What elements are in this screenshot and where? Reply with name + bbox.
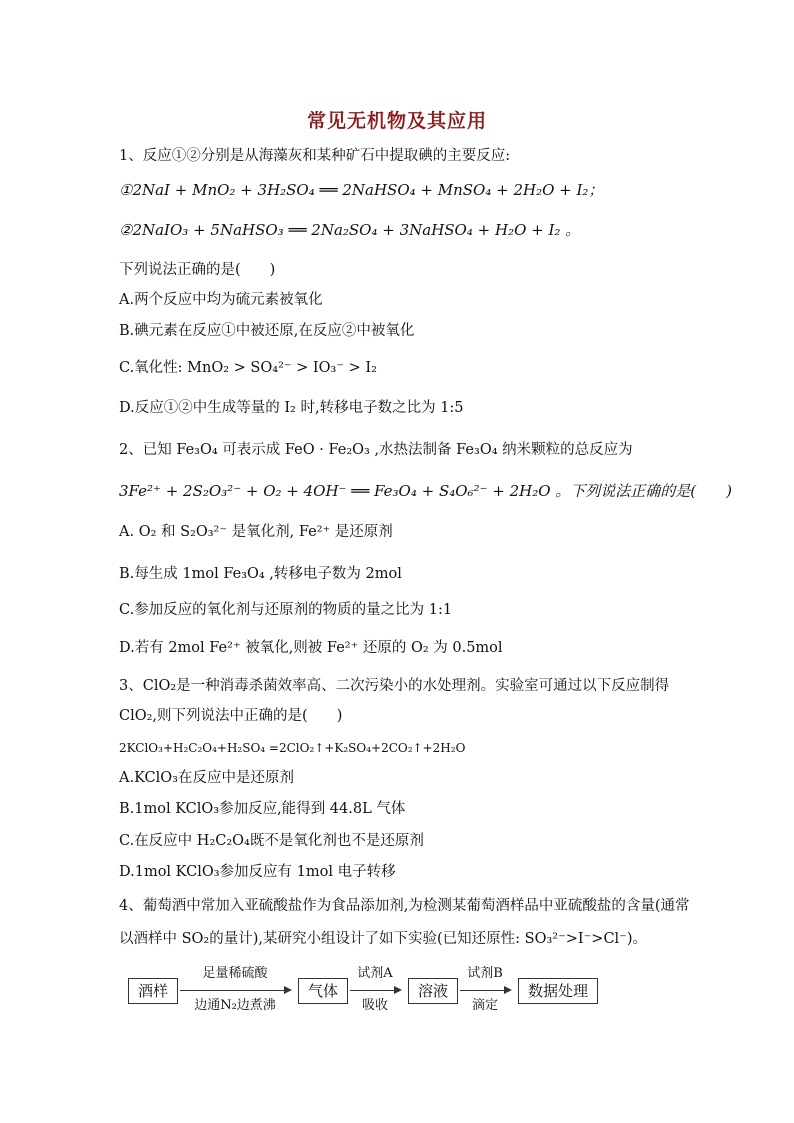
flow-box-solution: 溶液 [408,978,458,1004]
q1-option-d: D.反应①②中生成等量的 I₂ 时,转移电子数之比为 1:5 [119,400,464,416]
flow-arrow-1-top-label: 足量稀硫酸 [202,966,268,981]
q3-stem-line-2: ClO₂,则下列说法中正确的是( ) [119,708,343,724]
flow-arrow-1-bottom-label: 边通N₂边煮沸 [194,998,276,1013]
q1-reaction-1: ①2NaI + MnO₂ + 3H₂SO₄ ══ 2NaHSO₄ + MnSO₄ + 2H₂O + I₂； [119,181,604,199]
flow-box-data-processing: 数据处理 [518,978,598,1004]
q2-equation: 3Fe²⁺ + 2S₂O₃²⁻ + O₂ + 4OH⁻ ══ Fe₃O₄ + S₄O₆²⁻ + 2H₂O 。下列说法正确的是( ) [119,482,733,500]
q4-stem-line-2: 以酒样中 SO₂的量计),某研究小组设计了如下实验(已知还原性: SO₃²⁻>I⁻>Cl⁻)。 [119,931,647,947]
q2-stem: 2、已知 Fe₃O₄ 可表示成 FeO · Fe₂O₃ ,水热法制备 Fe₃O₄ 纳米颗粒的总反应为 [119,442,633,458]
q4-stem-line-1: 4、葡萄酒中常加入亚硫酸盐作为食品添加剂,为检测某葡萄酒样品中亚硫酸盐的含量(通常 [119,898,690,914]
flow-arrow-2-top-label: 试剂A [357,966,393,981]
q3-option-d: D.1mol KClO₃参加反应有 1mol 电子转移 [119,864,396,880]
q1-option-b: B.碘元素在反应①中被还原,在反应②中被氧化 [119,323,415,339]
flow-arrow-3-top-label: 试剂B [467,966,503,981]
flow-arrow-3-bottom-label: 滴定 [471,998,498,1013]
q1-option-c: C.氧化性: MnO₂ > SO₄²⁻ > IO₃⁻ > I₂ [119,360,377,376]
flow-arrow-2-bottom-label: 吸收 [361,998,388,1013]
flow-arrow-2 [350,990,400,991]
q3-option-c: C.在反应中 H₂C₂O₄既不是氧化剂也不是还原剂 [119,833,424,849]
q1-stem: 1、反应①②分别是从海藻灰和某种矿石中提取碘的主要反应: [119,148,511,164]
flow-arrow-3 [460,990,510,991]
flow-box-gas: 气体 [298,978,348,1004]
flow-box-wine-sample: 酒样 [128,978,178,1004]
q2-option-a: A. O₂ 和 S₂O₃²⁻ 是氧化剂, Fe²⁺ 是还原剂 [119,524,393,540]
q1-ask: 下列说法正确的是( ) [119,262,276,278]
q3-option-a: A.KClO₃在反应中是还原剂 [119,770,294,786]
q1-reaction-2: ②2NaIO₃ + 5NaHSO₃ ══ 2Na₂SO₄ + 3NaHSO₄ + H₂O + I₂ 。 [119,221,581,239]
q2-option-d: D.若有 2mol Fe²⁺ 被氧化,则被 Fe²⁺ 还原的 O₂ 为 0.5mol [119,640,503,656]
q2-option-c: C.参加反应的氧化剂与还原剂的物质的量之比为 1:1 [119,602,453,618]
page-title: 常见无机物及其应用 [306,110,487,132]
q3-stem-line-1: 3、ClO₂是一种消毒杀菌效率高、二次污染小的水处理剂。实验室可通过以下反应制得 [119,678,670,694]
q3-equation: 2KClO₃+H₂C₂O₄+H₂SO₄ =2ClO₂↑+K₂SO₄+2CO₂↑+2H₂O [119,741,466,755]
flow-arrow-1 [180,990,290,991]
q2-option-b: B.每生成 1mol Fe₃O₄ ,转移电子数为 2mol [119,566,402,582]
experiment-flow-diagram [122,966,602,1016]
q1-option-a: A.两个反应中均为硫元素被氧化 [119,292,323,308]
q3-option-b: B.1mol KClO₃参加反应,能得到 44.8L 气体 [119,801,406,817]
